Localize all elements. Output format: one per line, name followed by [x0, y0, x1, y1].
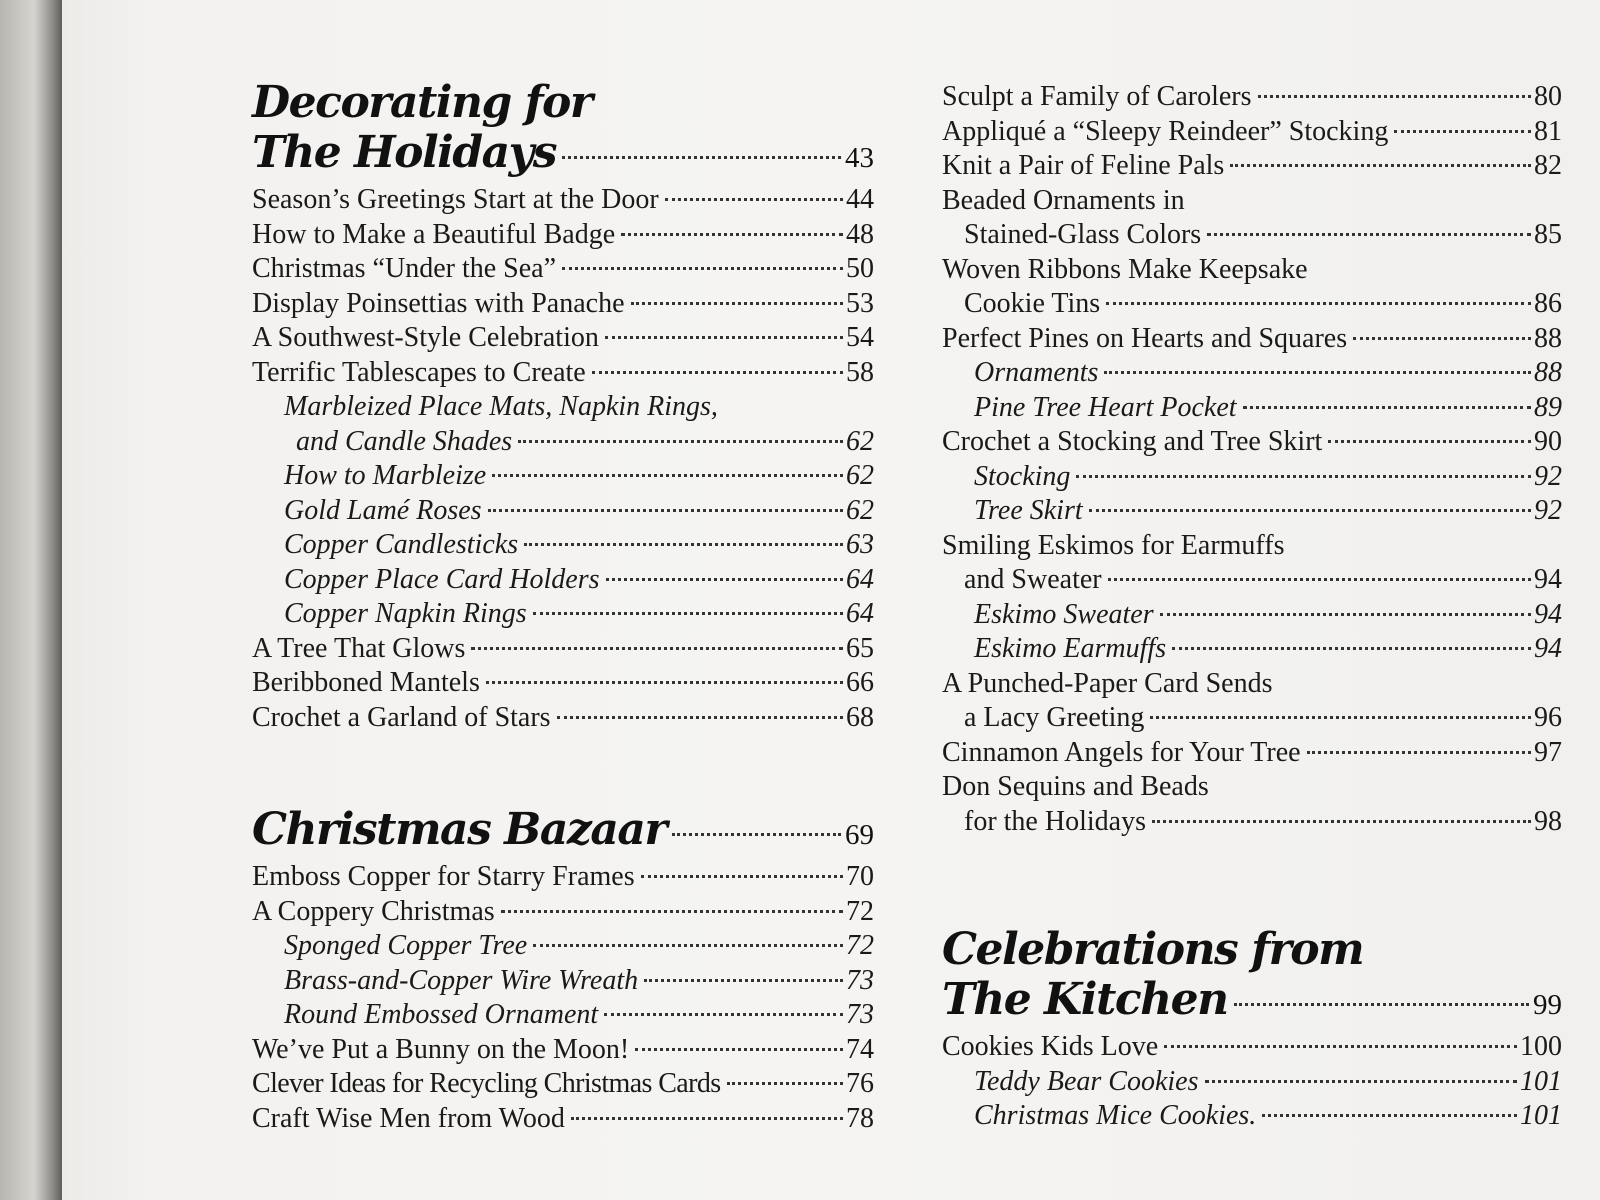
- toc-entry: [252, 666, 874, 701]
- page-number: 58: [846, 356, 874, 388]
- leader-dots: [1108, 578, 1531, 581]
- page-number: 97: [1534, 736, 1562, 768]
- toc-subentry: [252, 459, 874, 494]
- leader-dots: [1258, 95, 1531, 98]
- leader-dots: [533, 612, 843, 615]
- section-spacer: [252, 735, 874, 805]
- leader-dots: [557, 716, 843, 719]
- leader-dots: [562, 156, 841, 159]
- entry-label-line1: Smiling Eskimos for Earmuffs: [942, 529, 1285, 561]
- toc-entry-line1: [942, 529, 1562, 564]
- entry-label: Ornaments: [974, 357, 1099, 388]
- toc-subentry: [942, 632, 1562, 667]
- section-spacer: [942, 839, 1562, 925]
- toc-entry: [252, 183, 874, 218]
- leader-dots: [621, 233, 843, 236]
- section-title-line1: Decorating for: [252, 77, 592, 128]
- section-title-line2: The Kitchen: [942, 974, 1228, 1025]
- page-number: 64: [846, 563, 874, 595]
- leader-dots: [672, 833, 841, 836]
- entry-label: Clever Ideas for Recycling Christmas Cards: [252, 1068, 721, 1099]
- toc-subentry: [942, 460, 1562, 495]
- page-number: 62: [846, 425, 874, 457]
- entry-label: Eskimo Earmuffs: [974, 633, 1167, 664]
- page-number: 96: [1534, 702, 1562, 733]
- page-number: 69: [845, 819, 874, 851]
- leader-dots: [492, 474, 843, 477]
- entry-label: How to Make a Beautiful Badge: [252, 218, 616, 250]
- toc-entry: [942, 80, 1562, 115]
- page-number: 43: [845, 142, 874, 174]
- entry-label: Sponged Copper Tree: [284, 930, 528, 961]
- leader-dots: [605, 336, 843, 339]
- leader-dots: [635, 1048, 843, 1051]
- page-number: 44: [846, 184, 874, 215]
- entry-label: Christmas “Under the Sea”: [252, 253, 557, 284]
- leader-dots: [592, 371, 843, 374]
- page-number: 53: [846, 287, 874, 319]
- toc-entry: [942, 149, 1562, 184]
- entry-label: Cookie Tins: [964, 288, 1101, 319]
- book-binding-shadow: [0, 0, 62, 1200]
- toc-entry: [252, 632, 874, 667]
- page-number: 68: [846, 701, 874, 733]
- toc-entry: [252, 1102, 874, 1137]
- page-number: 92: [1534, 495, 1562, 526]
- toc-subentry: [252, 998, 874, 1033]
- entry-label: a Lacy Greeting: [964, 702, 1145, 733]
- entry-label: Gold Lamé Roses: [284, 494, 482, 526]
- page-number: 99: [1533, 989, 1562, 1021]
- entry-label: A Coppery Christmas: [252, 895, 495, 927]
- leader-dots: [641, 875, 843, 878]
- entry-label: Eskimo Sweater: [974, 598, 1154, 630]
- page-number: 85: [1534, 219, 1562, 250]
- leader-dots: [518, 440, 843, 443]
- entry-label: Teddy Bear Cookies: [974, 1065, 1199, 1097]
- leader-dots: [665, 198, 843, 201]
- leader-dots: [1152, 820, 1531, 823]
- leader-dots: [1172, 647, 1531, 650]
- leader-dots: [604, 1013, 843, 1016]
- entry-label: We’ve Put a Bunny on the Moon!: [252, 1033, 630, 1065]
- toc-subentry: [942, 494, 1562, 529]
- leader-dots: [1164, 1045, 1517, 1048]
- entry-label: Copper Candlesticks: [284, 529, 519, 560]
- leader-dots: [1307, 751, 1531, 754]
- toc-subentry-line1: [252, 390, 874, 425]
- leader-dots: [1205, 1080, 1518, 1083]
- entry-label: Christmas Mice Cookies.: [974, 1100, 1257, 1131]
- entry-label: A Southwest-Style Celebration: [252, 322, 599, 353]
- toc-entry: [942, 322, 1562, 357]
- entry-label-line1: Don Sequins and Beads: [942, 771, 1209, 802]
- page-number: 62: [846, 494, 874, 526]
- toc-subentry: [252, 964, 874, 999]
- entry-label: and Candle Shades: [296, 425, 513, 457]
- leader-dots: [606, 578, 844, 581]
- page-number: 64: [846, 598, 874, 629]
- leader-dots: [1089, 509, 1531, 512]
- leader-dots: [1394, 130, 1531, 133]
- entry-label-line1: Beaded Ornaments in: [942, 184, 1185, 216]
- entry-label: Terrific Tablescapes to Create: [252, 356, 586, 388]
- leader-dots: [1234, 1003, 1529, 1006]
- leader-dots: [501, 910, 843, 913]
- toc-left-column: [252, 78, 874, 1136]
- toc-entry: [252, 321, 874, 356]
- entry-label-line1: Marbleized Place Mats, Napkin Rings,: [284, 391, 718, 422]
- toc-right-column: [942, 80, 1562, 1134]
- leader-dots: [533, 944, 843, 947]
- entry-label: Crochet a Garland of Stars: [252, 701, 551, 733]
- leader-dots: [486, 681, 843, 684]
- section-title-decorating: [252, 78, 874, 183]
- page-number: 65: [846, 632, 874, 664]
- toc-subentry: [252, 597, 874, 632]
- page-number: 81: [1534, 115, 1562, 147]
- page-number: 73: [846, 964, 874, 996]
- entry-label: Stained-Glass Colors: [964, 219, 1202, 250]
- entry-label: Cookies Kids Love: [942, 1031, 1159, 1062]
- book-page: [62, 0, 1600, 1200]
- toc-entry: [252, 252, 874, 287]
- toc-entry: [252, 1067, 874, 1102]
- entry-label: Pine Tree Heart Pocket: [974, 391, 1237, 423]
- page-number: 86: [1534, 288, 1562, 319]
- page-number: 78: [846, 1102, 874, 1134]
- page-number: 90: [1534, 426, 1562, 457]
- leader-dots: [1207, 233, 1531, 236]
- toc-subentry: [942, 1099, 1562, 1134]
- toc-subentry: [252, 528, 874, 563]
- entry-label: Copper Place Card Holders: [284, 563, 600, 595]
- entry-label: Craft Wise Men from Wood: [252, 1102, 565, 1134]
- entry-label: Brass-and-Copper Wire Wreath: [284, 964, 639, 996]
- entry-label: Beribboned Mantels: [252, 667, 480, 698]
- entry-label-line1: Woven Ribbons Make Keepsake: [942, 253, 1308, 285]
- section-title-line1: Celebrations from: [942, 924, 1364, 975]
- toc-entry: [252, 1033, 874, 1068]
- page-number: 101: [1520, 1100, 1562, 1131]
- leader-dots: [1150, 716, 1531, 719]
- toc-entry: [942, 805, 1562, 840]
- toc-subentry: [252, 929, 874, 964]
- leader-dots: [631, 302, 843, 305]
- entry-label: Knit a Pair of Feline Pals: [942, 150, 1225, 181]
- entry-label: Perfect Pines on Hearts and Squares: [942, 322, 1348, 354]
- leader-dots: [1243, 406, 1531, 409]
- toc-entry: [252, 218, 874, 253]
- toc-entry: [942, 1030, 1562, 1065]
- page-number: 101: [1520, 1065, 1562, 1097]
- toc-subentry: [252, 563, 874, 598]
- toc-entry-line1: [942, 667, 1562, 702]
- leader-dots: [524, 543, 843, 546]
- toc-entry: [942, 218, 1562, 253]
- entry-label: Tree Skirt: [974, 495, 1083, 526]
- page-number: 88: [1534, 357, 1562, 388]
- entry-label: for the Holidays: [964, 805, 1146, 837]
- page-number: 72: [846, 895, 874, 927]
- page-number: 94: [1534, 633, 1562, 664]
- page-number: 98: [1534, 805, 1562, 837]
- page-number: 48: [846, 218, 874, 250]
- toc-entry: [942, 701, 1562, 736]
- toc-entry: [252, 895, 874, 930]
- section-title-text: Christmas Bazaar: [252, 804, 667, 855]
- page-number: 100: [1520, 1031, 1562, 1062]
- entry-label: Display Poinsettias with Panache: [252, 287, 625, 319]
- page-number: 80: [1534, 81, 1562, 112]
- leader-dots: [488, 509, 843, 512]
- leader-dots: [471, 647, 843, 650]
- page-number: 88: [1534, 322, 1562, 354]
- toc-entry-line1: [942, 770, 1562, 805]
- page-number: 70: [846, 861, 874, 892]
- leader-dots: [1106, 302, 1531, 305]
- entry-label: Emboss Copper for Starry Frames: [252, 861, 635, 892]
- page-number: 92: [1534, 460, 1562, 492]
- toc-subentry: [942, 1065, 1562, 1100]
- toc-entry: [252, 860, 874, 895]
- leader-dots: [1104, 371, 1531, 374]
- leader-dots: [1230, 164, 1531, 167]
- toc-entry: [252, 356, 874, 391]
- page-number: 72: [846, 930, 874, 961]
- leader-dots: [644, 979, 843, 982]
- toc-entry: [942, 287, 1562, 322]
- entry-label: Crochet a Stocking and Tree Skirt: [942, 426, 1323, 457]
- toc-entry: [942, 115, 1562, 150]
- leader-dots: [1262, 1114, 1517, 1117]
- entry-label-line1: A Punched-Paper Card Sends: [942, 667, 1273, 699]
- leader-dots: [1076, 475, 1531, 478]
- toc-entry: [942, 425, 1562, 460]
- entry-label: Sculpt a Family of Carolers: [942, 81, 1252, 112]
- toc-subentry: [942, 598, 1562, 633]
- toc-entry: [252, 287, 874, 322]
- page-number: 94: [1534, 564, 1562, 595]
- page-number: 54: [846, 322, 874, 353]
- toc-entry: [942, 736, 1562, 771]
- entry-label: A Tree That Glows: [252, 632, 466, 664]
- page-number: 73: [846, 999, 874, 1030]
- leader-dots: [571, 1117, 843, 1120]
- section-title-bazaar: [252, 805, 874, 860]
- toc-subentry: [942, 356, 1562, 391]
- toc-subentry: [942, 391, 1562, 426]
- toc-entry-line1: [942, 184, 1562, 219]
- entry-label: Copper Napkin Rings: [284, 598, 527, 629]
- leader-dots: [1160, 613, 1531, 616]
- page-number: 62: [846, 460, 874, 491]
- toc-entry: [942, 563, 1562, 598]
- section-title-kitchen: [942, 925, 1562, 1030]
- entry-label: Appliqué a “Sleepy Reindeer” Stocking: [942, 115, 1389, 147]
- entry-label: How to Marbleize: [284, 460, 487, 491]
- section-title-line2: The Holidays: [252, 127, 557, 178]
- toc-entry: [252, 701, 874, 736]
- leader-dots: [1328, 440, 1531, 443]
- page-number: 63: [846, 529, 874, 560]
- toc-subentry: [252, 425, 874, 460]
- toc-subentry: [252, 494, 874, 529]
- entry-label: Cinnamon Angels for Your Tree: [942, 736, 1301, 768]
- entry-label: and Sweater: [964, 564, 1102, 595]
- entry-label: Round Embossed Ornament: [284, 999, 599, 1030]
- leader-dots: [1353, 337, 1531, 340]
- page-number: 82: [1534, 150, 1562, 181]
- leader-dots: [727, 1082, 843, 1085]
- page-number: 76: [846, 1068, 874, 1099]
- entry-label: Stocking: [974, 460, 1071, 492]
- page-number: 94: [1534, 598, 1562, 630]
- leader-dots: [562, 267, 843, 270]
- page-number: 66: [846, 667, 874, 698]
- page-number: 74: [846, 1033, 874, 1065]
- page-number: 50: [846, 253, 874, 284]
- page-number: 89: [1534, 391, 1562, 423]
- entry-label: Season’s Greetings Start at the Door: [252, 184, 659, 215]
- toc-entry-line1: [942, 253, 1562, 288]
